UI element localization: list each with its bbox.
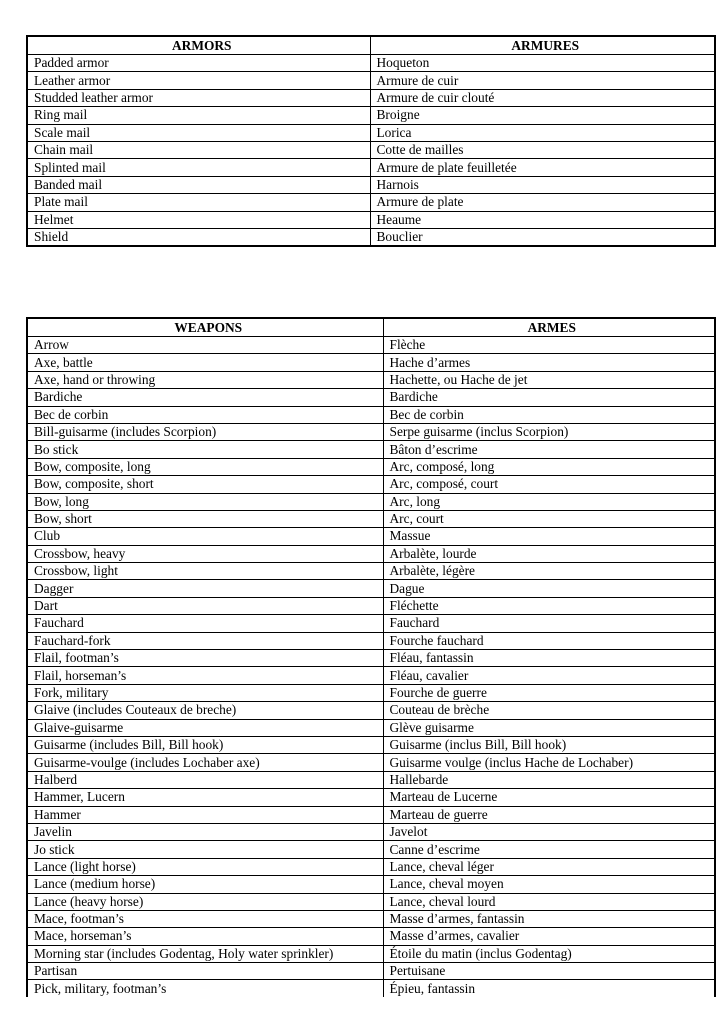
french-term-cell: Pertuisane xyxy=(383,963,715,980)
english-term-cell: Chain mail xyxy=(27,141,370,158)
table-row xyxy=(27,406,715,423)
french-term-cell: Fléau, fantassin xyxy=(383,650,715,667)
french-term-cell: Bouclier xyxy=(370,228,715,246)
table-row xyxy=(27,141,715,158)
table-row xyxy=(27,159,715,176)
french-term-cell: Arc, composé, long xyxy=(383,458,715,475)
english-term-cell: Javelin xyxy=(27,823,383,840)
french-term-cell: Broigne xyxy=(370,107,715,124)
french-term-cell: Couteau de brèche xyxy=(383,702,715,719)
french-term-cell: Fléau, cavalier xyxy=(383,667,715,684)
french-term-cell: Bardiche xyxy=(383,389,715,406)
french-term-cell: Lance, cheval léger xyxy=(383,858,715,875)
english-term-cell: Arrow xyxy=(27,337,383,354)
table-row xyxy=(27,684,715,701)
table-row xyxy=(27,910,715,927)
english-term-cell: Club xyxy=(27,528,383,545)
english-term-cell: Scale mail xyxy=(27,124,370,141)
french-term-cell: Armure de cuir xyxy=(370,72,715,89)
table-row xyxy=(27,441,715,458)
english-term-cell: Bow, composite, long xyxy=(27,458,383,475)
table-row xyxy=(27,702,715,719)
french-term-cell: Épieu, fantassin xyxy=(383,980,715,997)
english-term-cell: Splinted mail xyxy=(27,159,370,176)
table-row xyxy=(27,493,715,510)
table-row xyxy=(27,876,715,893)
english-term-cell: Mace, horseman’s xyxy=(27,928,383,945)
english-term-cell: Lance (heavy horse) xyxy=(27,893,383,910)
weapons-body xyxy=(27,337,715,997)
table-row xyxy=(27,510,715,527)
english-term-cell: Leather armor xyxy=(27,72,370,89)
french-term-cell: Dague xyxy=(383,580,715,597)
french-term-cell: Armure de plate xyxy=(370,194,715,211)
table-row xyxy=(27,211,715,228)
french-term-cell: Fléchette xyxy=(383,597,715,614)
english-term-cell: Banded mail xyxy=(27,176,370,193)
french-term-cell: Bec de corbin xyxy=(383,406,715,423)
english-term-cell: Studded leather armor xyxy=(27,89,370,106)
english-term-cell: Dagger xyxy=(27,580,383,597)
english-term-cell: Bow, composite, short xyxy=(27,476,383,493)
english-term-cell: Bill-guisarme (includes Scorpion) xyxy=(27,423,383,440)
english-term-cell: Glaive (includes Couteaux de breche) xyxy=(27,702,383,719)
table-row xyxy=(27,194,715,211)
table-row xyxy=(27,580,715,597)
table-row xyxy=(27,337,715,354)
table-row xyxy=(27,371,715,388)
french-term-cell: Armure de cuir clouté xyxy=(370,89,715,106)
english-term-cell: Flail, horseman’s xyxy=(27,667,383,684)
english-term-cell: Axe, battle xyxy=(27,354,383,371)
english-term-cell: Hammer xyxy=(27,806,383,823)
french-term-cell: Canne d’escrime xyxy=(383,841,715,858)
french-term-cell: Fourche de guerre xyxy=(383,684,715,701)
french-term-cell: Guisarme voulge (inclus Hache de Lochaber) xyxy=(383,754,715,771)
french-term-cell: Heaume xyxy=(370,211,715,228)
weapons-header-french: ARMES xyxy=(383,318,715,337)
french-term-cell: Lance, cheval lourd xyxy=(383,893,715,910)
table-row xyxy=(27,736,715,753)
table-row xyxy=(27,667,715,684)
french-term-cell: Hache d’armes xyxy=(383,354,715,371)
english-term-cell: Bo stick xyxy=(27,441,383,458)
french-term-cell: Harnois xyxy=(370,176,715,193)
french-term-cell: Hoqueton xyxy=(370,55,715,72)
english-term-cell: Crossbow, light xyxy=(27,563,383,580)
french-term-cell: Arc, court xyxy=(383,510,715,527)
table-row xyxy=(27,72,715,89)
english-term-cell: Dart xyxy=(27,597,383,614)
weapons-header-row xyxy=(27,318,715,337)
english-term-cell: Glaive-guisarme xyxy=(27,719,383,736)
english-term-cell: Partisan xyxy=(27,963,383,980)
french-term-cell: Marteau de guerre xyxy=(383,806,715,823)
table-row xyxy=(27,841,715,858)
table-row xyxy=(27,124,715,141)
table-row xyxy=(27,719,715,736)
french-term-cell: Arc, composé, court xyxy=(383,476,715,493)
table-row xyxy=(27,858,715,875)
english-term-cell: Crossbow, heavy xyxy=(27,545,383,562)
table-row xyxy=(27,228,715,246)
table-row xyxy=(27,597,715,614)
english-term-cell: Hammer, Lucern xyxy=(27,789,383,806)
table-row xyxy=(27,89,715,106)
french-term-cell: Javelot xyxy=(383,823,715,840)
table-row xyxy=(27,563,715,580)
french-term-cell: Massue xyxy=(383,528,715,545)
french-term-cell: Lance, cheval moyen xyxy=(383,876,715,893)
table-row xyxy=(27,389,715,406)
table-row xyxy=(27,107,715,124)
english-term-cell: Ring mail xyxy=(27,107,370,124)
english-term-cell: Bow, short xyxy=(27,510,383,527)
table-row xyxy=(27,615,715,632)
table-row xyxy=(27,528,715,545)
table-row xyxy=(27,354,715,371)
english-term-cell: Flail, footman’s xyxy=(27,650,383,667)
english-term-cell: Lance (light horse) xyxy=(27,858,383,875)
english-term-cell: Guisarme (includes Bill, Bill hook) xyxy=(27,736,383,753)
table-row xyxy=(27,928,715,945)
french-term-cell: Lorica xyxy=(370,124,715,141)
english-term-cell: Fauchard-fork xyxy=(27,632,383,649)
french-term-cell: Hallebarde xyxy=(383,771,715,788)
english-term-cell: Bardiche xyxy=(27,389,383,406)
french-term-cell: Fourche fauchard xyxy=(383,632,715,649)
armors-body xyxy=(27,55,715,247)
french-term-cell: Hachette, ou Hache de jet xyxy=(383,371,715,388)
english-term-cell: Fauchard xyxy=(27,615,383,632)
english-term-cell: Padded armor xyxy=(27,55,370,72)
table-row xyxy=(27,963,715,980)
french-term-cell: Cotte de mailles xyxy=(370,141,715,158)
table-row xyxy=(27,823,715,840)
french-term-cell: Armure de plate feuilletée xyxy=(370,159,715,176)
table-row xyxy=(27,476,715,493)
french-term-cell: Étoile du matin (inclus Godentag) xyxy=(383,945,715,962)
french-term-cell: Bâton d’escrime xyxy=(383,441,715,458)
weapons-table xyxy=(26,317,716,997)
armors-header-french: ARMURES xyxy=(370,36,715,55)
armors-table xyxy=(26,35,716,247)
english-term-cell: Jo stick xyxy=(27,841,383,858)
french-term-cell: Serpe guisarme (inclus Scorpion) xyxy=(383,423,715,440)
table-row xyxy=(27,754,715,771)
table-row xyxy=(27,458,715,475)
english-term-cell: Lance (medium horse) xyxy=(27,876,383,893)
table-row xyxy=(27,771,715,788)
armors-header-row xyxy=(27,36,715,55)
table-row xyxy=(27,893,715,910)
french-term-cell: Arbalète, légère xyxy=(383,563,715,580)
french-term-cell: Glève guisarme xyxy=(383,719,715,736)
french-term-cell: Masse d’armes, cavalier xyxy=(383,928,715,945)
french-term-cell: Arbalète, lourde xyxy=(383,545,715,562)
table-row xyxy=(27,176,715,193)
english-term-cell: Helmet xyxy=(27,211,370,228)
weapons-header-english: WEAPONS xyxy=(27,318,383,337)
english-term-cell: Shield xyxy=(27,228,370,246)
english-term-cell: Axe, hand or throwing xyxy=(27,371,383,388)
french-term-cell: Masse d’armes, fantassin xyxy=(383,910,715,927)
english-term-cell: Pick, military, footman’s xyxy=(27,980,383,997)
table-row xyxy=(27,650,715,667)
english-term-cell: Bow, long xyxy=(27,493,383,510)
english-term-cell: Guisarme-voulge (includes Lochaber axe) xyxy=(27,754,383,771)
english-term-cell: Plate mail xyxy=(27,194,370,211)
table-row xyxy=(27,945,715,962)
table-row xyxy=(27,55,715,72)
french-term-cell: Marteau de Lucerne xyxy=(383,789,715,806)
french-term-cell: Fauchard xyxy=(383,615,715,632)
english-term-cell: Mace, footman’s xyxy=(27,910,383,927)
table-row xyxy=(27,545,715,562)
english-term-cell: Morning star (includes Godentag, Holy water sprinkler) xyxy=(27,945,383,962)
table-row xyxy=(27,980,715,997)
table-row xyxy=(27,789,715,806)
english-term-cell: Fork, military xyxy=(27,684,383,701)
french-term-cell: Arc, long xyxy=(383,493,715,510)
armors-header-english: ARMORS xyxy=(27,36,370,55)
table-row xyxy=(27,806,715,823)
french-term-cell: Guisarme (inclus Bill, Bill hook) xyxy=(383,736,715,753)
english-term-cell: Bec de corbin xyxy=(27,406,383,423)
table-row xyxy=(27,632,715,649)
french-term-cell: Flèche xyxy=(383,337,715,354)
table-row xyxy=(27,423,715,440)
english-term-cell: Halberd xyxy=(27,771,383,788)
